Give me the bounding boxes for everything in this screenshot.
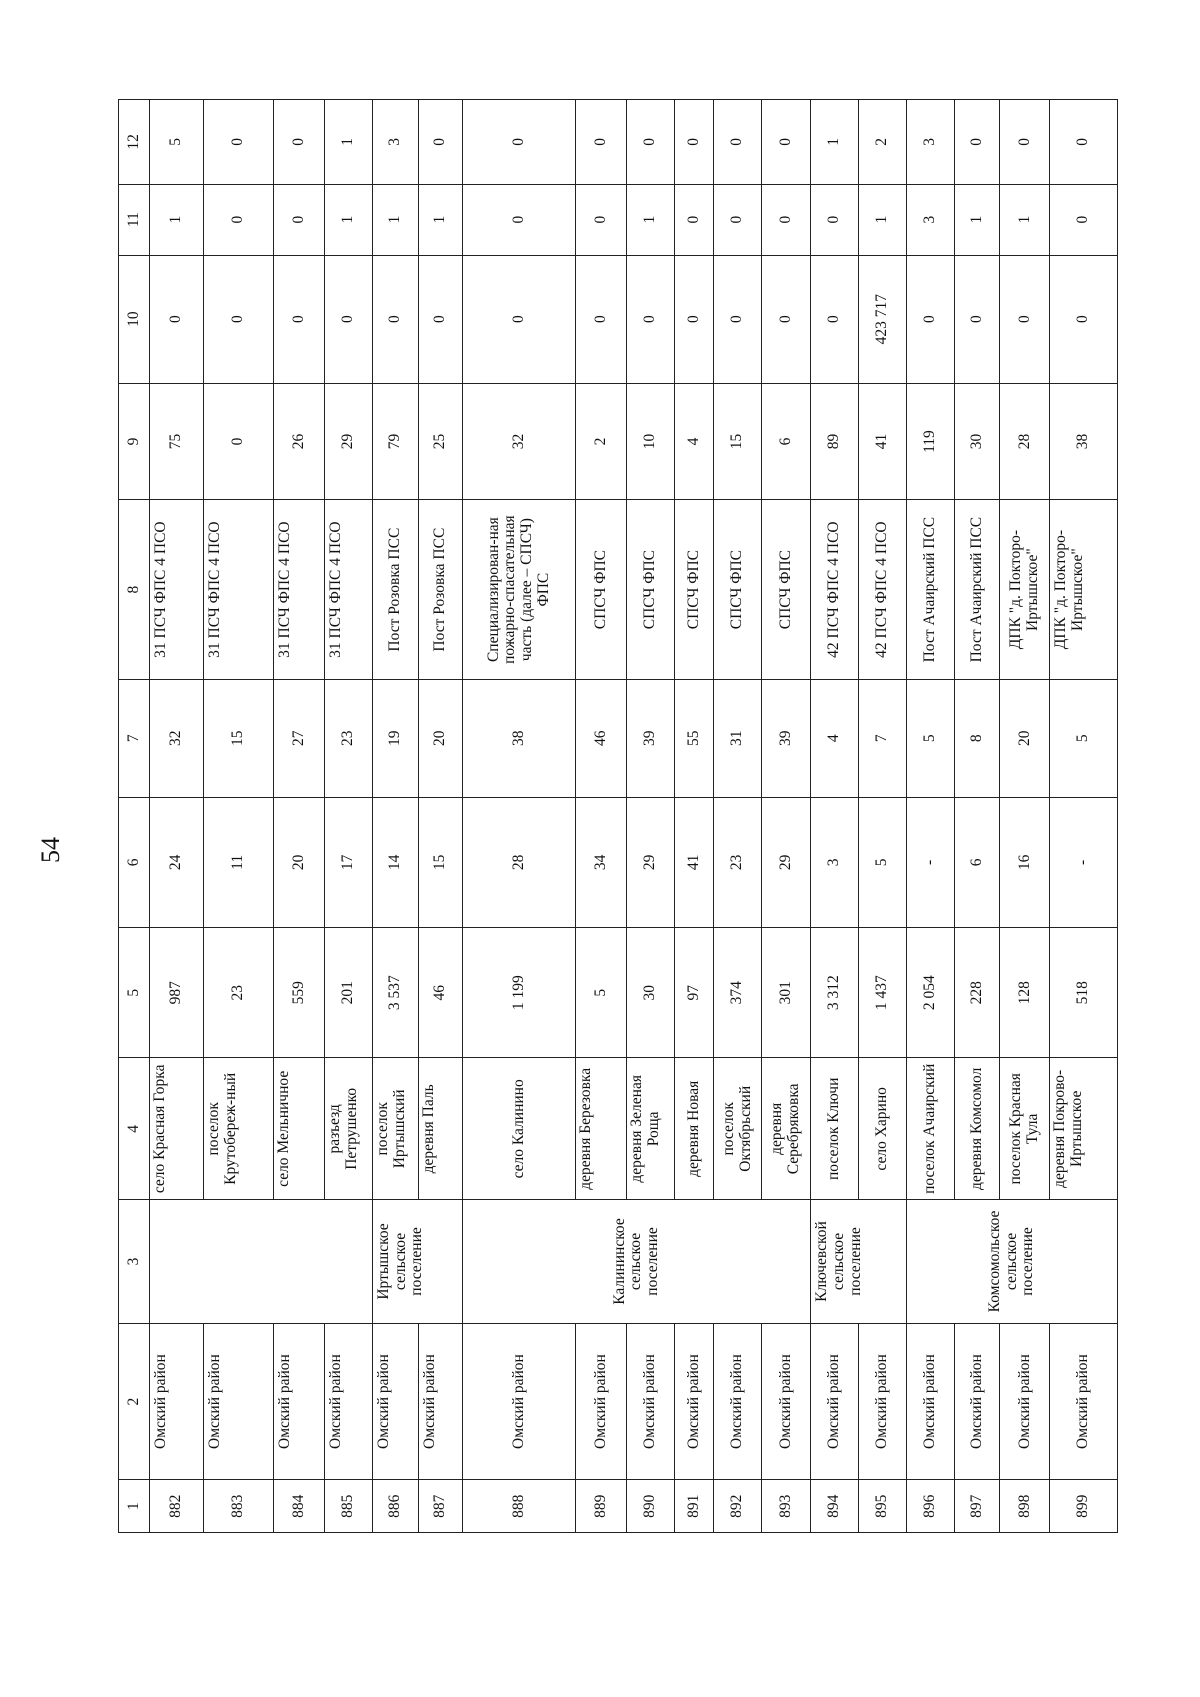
value-cell: 1 bbox=[150, 184, 204, 255]
value-cell: 0 bbox=[762, 100, 811, 185]
value-cell: 0 bbox=[372, 255, 418, 383]
fire-unit-cell: 42 ПСЧ ФПС 4 ПСО bbox=[811, 500, 859, 680]
row-number: 890 bbox=[627, 1480, 675, 1533]
value-cell: 0 bbox=[576, 184, 627, 255]
settlement-cell: деревня Зеленая Роща bbox=[627, 1058, 675, 1200]
value-cell: 0 bbox=[1050, 184, 1118, 255]
district-cell: Омский район bbox=[714, 1323, 762, 1480]
value-cell: 2 bbox=[859, 100, 907, 185]
population-cell: 559 bbox=[273, 928, 324, 1058]
value-cell: 0 bbox=[906, 255, 954, 383]
value-cell: 0 bbox=[576, 255, 627, 383]
fire-unit-cell: СПСЧ ФПС bbox=[762, 500, 811, 680]
value-cell: 0 bbox=[762, 184, 811, 255]
value-cell: 0 bbox=[204, 383, 274, 500]
row-number: 897 bbox=[954, 1480, 1000, 1533]
table-row bbox=[463, 100, 576, 1533]
value-cell: 20 bbox=[418, 679, 463, 797]
district-cell: Омский район bbox=[811, 1323, 859, 1480]
value-cell: - bbox=[906, 797, 954, 927]
municipality-cell-empty bbox=[150, 1200, 373, 1324]
value-cell: 0 bbox=[273, 184, 324, 255]
value-cell: 0 bbox=[675, 100, 714, 185]
value-cell: 0 bbox=[1000, 255, 1050, 383]
value-cell: 55 bbox=[675, 679, 714, 797]
fire-unit-cell: 42 ПСЧ ФПС 4 ПСО bbox=[859, 500, 907, 680]
row-number: 883 bbox=[204, 1480, 274, 1533]
value-cell: - bbox=[1050, 797, 1118, 927]
value-cell: 26 bbox=[273, 383, 324, 500]
value-cell: 31 bbox=[714, 679, 762, 797]
column-header: 10 bbox=[119, 255, 150, 383]
settlement-cell: село Красная Горка bbox=[150, 1058, 204, 1200]
value-cell: 0 bbox=[627, 100, 675, 185]
fire-unit-cell: 31 ПСЧ ФПС 4 ПСО bbox=[204, 500, 274, 680]
fire-unit-cell: ДПК "д. Покторо-Иртышское" bbox=[1050, 500, 1118, 680]
fire-unit-cell: Пост Розовка ПСС bbox=[418, 500, 463, 680]
district-cell: Омский район bbox=[418, 1323, 463, 1480]
value-cell: 15 bbox=[204, 679, 274, 797]
population-cell: 1 437 bbox=[859, 928, 907, 1058]
value-cell: 0 bbox=[627, 255, 675, 383]
fire-unit-cell: СПСЧ ФПС bbox=[714, 500, 762, 680]
value-cell: 20 bbox=[1000, 679, 1050, 797]
fire-unit-cell: 31 ПСЧ ФПС 4 ПСО bbox=[150, 500, 204, 680]
row-number: 882 bbox=[150, 1480, 204, 1533]
settlement-cell: поселок Крутобереж-ный bbox=[204, 1058, 274, 1200]
value-cell: 0 bbox=[418, 100, 463, 185]
municipality-cell: Комсомольское сельское поселение bbox=[906, 1200, 1117, 1324]
value-cell: 0 bbox=[273, 255, 324, 383]
value-cell: 1 bbox=[811, 100, 859, 185]
population-cell: 128 bbox=[1000, 928, 1050, 1058]
value-cell: 423 717 bbox=[859, 255, 907, 383]
settlement-cell: село Калинино bbox=[463, 1058, 576, 1200]
value-cell: 8 bbox=[954, 679, 1000, 797]
value-cell: 3 bbox=[906, 184, 954, 255]
value-cell: 34 bbox=[576, 797, 627, 927]
value-cell: 0 bbox=[463, 255, 576, 383]
table-row bbox=[150, 100, 204, 1533]
fire-unit-cell: 31 ПСЧ ФПС 4 ПСО bbox=[273, 500, 324, 680]
settlement-cell: деревня Паль bbox=[418, 1058, 463, 1200]
population-cell: 374 bbox=[714, 928, 762, 1058]
value-cell: 0 bbox=[463, 100, 576, 185]
value-cell: 1 bbox=[325, 100, 373, 185]
value-cell: 15 bbox=[418, 797, 463, 927]
settlement-cell: село Харино bbox=[859, 1058, 907, 1200]
population-cell: 201 bbox=[325, 928, 373, 1058]
district-cell: Омский район bbox=[576, 1323, 627, 1480]
value-cell: 1 bbox=[859, 184, 907, 255]
value-cell: 10 bbox=[627, 383, 675, 500]
value-cell: 29 bbox=[325, 383, 373, 500]
value-cell: 0 bbox=[150, 255, 204, 383]
value-cell: 29 bbox=[627, 797, 675, 927]
fire-unit-cell: Специализирован-ная пожарно-спасательная часть (далее – СПСЧ) ФПС bbox=[463, 500, 576, 680]
value-cell: 3 bbox=[906, 100, 954, 185]
value-cell: 5 bbox=[906, 679, 954, 797]
value-cell: 14 bbox=[372, 797, 418, 927]
fire-unit-cell: Пост Ачаирский ПСС bbox=[954, 500, 1000, 680]
municipality-cell: Иртышское сельское поселение bbox=[372, 1200, 462, 1324]
row-number: 888 bbox=[463, 1480, 576, 1533]
population-cell: 97 bbox=[675, 928, 714, 1058]
value-cell: 19 bbox=[372, 679, 418, 797]
population-cell: 987 bbox=[150, 928, 204, 1058]
value-cell: 39 bbox=[627, 679, 675, 797]
settlement-cell: деревня Покрово-Иртышское bbox=[1050, 1058, 1118, 1200]
row-number: 893 bbox=[762, 1480, 811, 1533]
value-cell: 0 bbox=[762, 255, 811, 383]
table-row bbox=[811, 100, 859, 1533]
value-cell: 27 bbox=[273, 679, 324, 797]
header-row bbox=[119, 100, 150, 1533]
fire-unit-cell: СПСЧ ФПС bbox=[627, 500, 675, 680]
value-cell: 4 bbox=[675, 383, 714, 500]
value-cell: 89 bbox=[811, 383, 859, 500]
district-cell: Омский район bbox=[762, 1323, 811, 1480]
value-cell: 29 bbox=[762, 797, 811, 927]
value-cell: 119 bbox=[906, 383, 954, 500]
column-header: 2 bbox=[119, 1323, 150, 1480]
district-cell: Омский район bbox=[954, 1323, 1000, 1480]
value-cell: 0 bbox=[954, 255, 1000, 383]
value-cell: 0 bbox=[204, 100, 274, 185]
settlement-cell: деревня Новая bbox=[675, 1058, 714, 1200]
fire-unit-cell: Пост Розовка ПСС bbox=[372, 500, 418, 680]
row-number: 898 bbox=[1000, 1480, 1050, 1533]
value-cell: 28 bbox=[1000, 383, 1050, 500]
value-cell: 5 bbox=[859, 797, 907, 927]
column-header: 12 bbox=[119, 100, 150, 185]
population-cell: 3 312 bbox=[811, 928, 859, 1058]
value-cell: 23 bbox=[325, 679, 373, 797]
population-cell: 1 199 bbox=[463, 928, 576, 1058]
rotated-table-wrapper bbox=[118, 99, 1118, 1533]
fire-unit-cell: 31 ПСЧ ФПС 4 ПСО bbox=[325, 500, 373, 680]
value-cell: 46 bbox=[576, 679, 627, 797]
municipality-cell: Калининское сельское поселение bbox=[463, 1200, 811, 1324]
row-number: 891 bbox=[675, 1480, 714, 1533]
value-cell: 0 bbox=[576, 100, 627, 185]
row-number: 886 bbox=[372, 1480, 418, 1533]
value-cell: 0 bbox=[204, 184, 274, 255]
value-cell: 0 bbox=[325, 255, 373, 383]
value-cell: 7 bbox=[859, 679, 907, 797]
row-number: 894 bbox=[811, 1480, 859, 1533]
value-cell: 32 bbox=[463, 383, 576, 500]
district-cell: Омский район bbox=[906, 1323, 954, 1480]
value-cell: 2 bbox=[576, 383, 627, 500]
value-cell: 1 bbox=[418, 184, 463, 255]
value-cell: 0 bbox=[811, 184, 859, 255]
value-cell: 20 bbox=[273, 797, 324, 927]
value-cell: 0 bbox=[463, 184, 576, 255]
district-cell: Омский район bbox=[627, 1323, 675, 1480]
row-number: 887 bbox=[418, 1480, 463, 1533]
value-cell: 41 bbox=[675, 797, 714, 927]
value-cell: 0 bbox=[1050, 100, 1118, 185]
district-cell: Омский район bbox=[859, 1323, 907, 1480]
settlement-cell: деревня Серебряковка bbox=[762, 1058, 811, 1200]
value-cell: 1 bbox=[325, 184, 373, 255]
value-cell: 38 bbox=[463, 679, 576, 797]
value-cell: 0 bbox=[714, 100, 762, 185]
value-cell: 5 bbox=[150, 100, 204, 185]
district-cell: Омский район bbox=[372, 1323, 418, 1480]
column-header: 8 bbox=[119, 500, 150, 680]
population-cell: 46 bbox=[418, 928, 463, 1058]
value-cell: 4 bbox=[811, 679, 859, 797]
column-header: 11 bbox=[119, 184, 150, 255]
value-cell: 0 bbox=[954, 100, 1000, 185]
value-cell: 39 bbox=[762, 679, 811, 797]
district-cell: Омский район bbox=[150, 1323, 204, 1480]
settlement-cell: поселок Ачаирский bbox=[906, 1058, 954, 1200]
district-cell: Омский район bbox=[273, 1323, 324, 1480]
value-cell: 0 bbox=[418, 255, 463, 383]
row-number: 896 bbox=[906, 1480, 954, 1533]
settlement-cell: поселок Красная Тула bbox=[1000, 1058, 1050, 1200]
district-cell: Омский район bbox=[204, 1323, 274, 1480]
value-cell: 30 bbox=[954, 383, 1000, 500]
value-cell: 24 bbox=[150, 797, 204, 927]
value-cell: 3 bbox=[811, 797, 859, 927]
district-cell: Омский район bbox=[675, 1323, 714, 1480]
value-cell: 0 bbox=[273, 100, 324, 185]
fire-unit-cell: ДПК "д. Покторо-Иртышское" bbox=[1000, 500, 1050, 680]
column-header: 1 bbox=[119, 1480, 150, 1533]
fire-unit-cell: СПСЧ ФПС bbox=[675, 500, 714, 680]
value-cell: 0 bbox=[675, 184, 714, 255]
settlement-cell: деревня Березовка bbox=[576, 1058, 627, 1200]
column-header: 9 bbox=[119, 383, 150, 500]
page-number: 54 bbox=[36, 837, 65, 863]
table-row bbox=[906, 100, 954, 1533]
value-cell: 11 bbox=[204, 797, 274, 927]
value-cell: 1 bbox=[372, 184, 418, 255]
value-cell: 15 bbox=[714, 383, 762, 500]
value-cell: 0 bbox=[1000, 100, 1050, 185]
value-cell: 16 bbox=[1000, 797, 1050, 927]
fire-unit-cell: Пост Ачаирский ПСС bbox=[906, 500, 954, 680]
value-cell: 17 bbox=[325, 797, 373, 927]
municipality-cell: Ключевской сельское поселение bbox=[811, 1200, 907, 1324]
data-table bbox=[118, 99, 1118, 1533]
population-cell: 23 bbox=[204, 928, 274, 1058]
settlement-cell: поселок Октябрьский bbox=[714, 1058, 762, 1200]
fire-unit-cell: СПСЧ ФПС bbox=[576, 500, 627, 680]
value-cell: 5 bbox=[1050, 679, 1118, 797]
value-cell: 23 bbox=[714, 797, 762, 927]
value-cell: 0 bbox=[714, 255, 762, 383]
table-row bbox=[372, 100, 418, 1533]
value-cell: 6 bbox=[762, 383, 811, 500]
population-cell: 3 537 bbox=[372, 928, 418, 1058]
value-cell: 32 bbox=[150, 679, 204, 797]
population-cell: 30 bbox=[627, 928, 675, 1058]
settlement-cell: поселок Иртышский bbox=[372, 1058, 418, 1200]
column-header: 3 bbox=[119, 1200, 150, 1324]
settlement-cell: село Мельничное bbox=[273, 1058, 324, 1200]
value-cell: 75 bbox=[150, 383, 204, 500]
value-cell: 0 bbox=[204, 255, 274, 383]
value-cell: 3 bbox=[372, 100, 418, 185]
value-cell: 0 bbox=[1050, 255, 1118, 383]
value-cell: 0 bbox=[675, 255, 714, 383]
column-header: 6 bbox=[119, 797, 150, 927]
settlement-cell: деревня Комсомол bbox=[954, 1058, 1000, 1200]
population-cell: 2 054 bbox=[906, 928, 954, 1058]
value-cell: 1 bbox=[954, 184, 1000, 255]
district-cell: Омский район bbox=[1000, 1323, 1050, 1480]
district-cell: Омский район bbox=[325, 1323, 373, 1480]
column-header: 7 bbox=[119, 679, 150, 797]
row-number: 884 bbox=[273, 1480, 324, 1533]
row-number: 899 bbox=[1050, 1480, 1118, 1533]
settlement-cell: разъезд Петрушенко bbox=[325, 1058, 373, 1200]
district-cell: Омский район bbox=[1050, 1323, 1118, 1480]
population-cell: 301 bbox=[762, 928, 811, 1058]
value-cell: 25 bbox=[418, 383, 463, 500]
district-cell: Омский район bbox=[463, 1323, 576, 1480]
row-number: 895 bbox=[859, 1480, 907, 1533]
value-cell: 6 bbox=[954, 797, 1000, 927]
row-number: 892 bbox=[714, 1480, 762, 1533]
row-number: 885 bbox=[325, 1480, 373, 1533]
column-header: 4 bbox=[119, 1058, 150, 1200]
row-number: 889 bbox=[576, 1480, 627, 1533]
value-cell: 41 bbox=[859, 383, 907, 500]
value-cell: 0 bbox=[811, 255, 859, 383]
population-cell: 5 bbox=[576, 928, 627, 1058]
population-cell: 518 bbox=[1050, 928, 1118, 1058]
column-header: 5 bbox=[119, 928, 150, 1058]
value-cell: 0 bbox=[714, 184, 762, 255]
settlement-cell: поселок Ключи bbox=[811, 1058, 859, 1200]
value-cell: 1 bbox=[1000, 184, 1050, 255]
value-cell: 79 bbox=[372, 383, 418, 500]
population-cell: 228 bbox=[954, 928, 1000, 1058]
value-cell: 1 bbox=[627, 184, 675, 255]
value-cell: 38 bbox=[1050, 383, 1118, 500]
value-cell: 28 bbox=[463, 797, 576, 927]
